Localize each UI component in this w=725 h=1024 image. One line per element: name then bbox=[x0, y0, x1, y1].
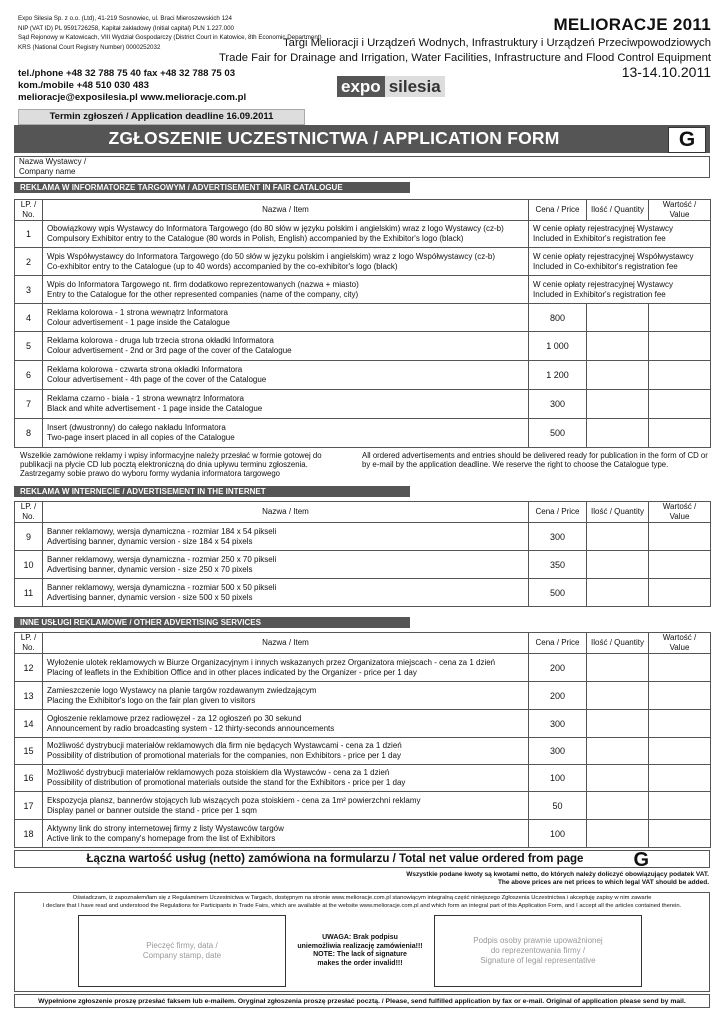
stamp-label-pl: Pieczęć firmy, data / bbox=[146, 941, 218, 950]
row-no: 6 bbox=[15, 361, 43, 390]
row-qty-cell[interactable] bbox=[587, 710, 649, 738]
item-pl: Wpis do Informatora Targowego nt. firm dodatkowo reprezentowanych (nazwa + miasto) bbox=[47, 279, 359, 289]
row-no: 13 bbox=[15, 682, 43, 710]
signature-label-line: Podpis osoby prawnie upoważnionej bbox=[473, 936, 603, 945]
row-no: 16 bbox=[15, 765, 43, 792]
row-qty-cell[interactable] bbox=[587, 332, 649, 361]
row-price: 1 200 bbox=[529, 361, 587, 390]
contact-phone: tel./phone +48 32 788 75 40 fax +48 32 788 75 03 bbox=[18, 68, 236, 79]
row-item bbox=[43, 419, 529, 448]
item-en: Placing of leaflets in the Exhibition Office and in other places indicated by the Organizer - price per 1 day bbox=[47, 667, 417, 677]
catalogue-note-en: All ordered advertisements and entries should be delivered ready for publication in the form of CD or by e-mail by the application deadline. We reserve the right to choose the Catalogue type. bbox=[362, 451, 708, 470]
contact-email-web[interactable]: melioracje@exposilesia.pl www.melioracje.com.pl bbox=[18, 92, 247, 103]
item-pl: Zamieszczenie logo Wystawcy na planie targów rozdawanym zwiedzającym bbox=[47, 685, 317, 695]
row-value-cell[interactable] bbox=[649, 419, 711, 448]
warning-line: NOTE: The lack of signature bbox=[313, 951, 407, 959]
table-row bbox=[15, 361, 711, 390]
row-value-cell[interactable] bbox=[649, 523, 711, 551]
row-price: 50 bbox=[529, 792, 587, 820]
col-qty: Ilość / Quantity bbox=[587, 633, 649, 654]
item-en: Announcement by radio broadcasting system - 12 thirty-seconds announcements bbox=[47, 723, 335, 733]
row-value-cell[interactable] bbox=[649, 551, 711, 579]
table-row bbox=[15, 332, 711, 361]
item-pl: Możliwość dystrybucji materiałów reklamowych poza stoiskiem dla Wystawców - cena za 1 dzień bbox=[47, 768, 390, 777]
footer-instructions: Wypełnione zgłoszenie proszę przesłać faksem lub e-mailem. Oryginał zgłoszenia proszę przesłać pocztą. / Please, send fulfilled application by fax or e-mail. Original of application please send by mail. bbox=[14, 994, 710, 1008]
row-price: 100 bbox=[529, 765, 587, 792]
table-row bbox=[15, 579, 711, 607]
row-item bbox=[43, 820, 529, 848]
company-line: KRS (National Court Registry Number) 0000252032 bbox=[18, 43, 161, 51]
company-line: Sąd Rejonowy w Katowicach, VIII Wydział Gospodarczy (District Court in Katowice, 8th Economic Department) bbox=[18, 34, 322, 42]
row-item bbox=[43, 579, 529, 607]
item-en: Possibility of distribution of promotional materials outside the stand for the Exhibitors - price per 1 day bbox=[47, 778, 406, 787]
company-name-label-en: Company name bbox=[19, 167, 76, 176]
table-row bbox=[15, 523, 711, 551]
row-value-cell[interactable] bbox=[649, 304, 711, 332]
item-pl: Banner reklamowy, wersja dynamiczna - rozmiar 250 x 70 pikseli bbox=[47, 554, 277, 564]
row-value-cell[interactable] bbox=[649, 765, 711, 792]
row-qty-cell[interactable] bbox=[587, 390, 649, 419]
row-no: 5 bbox=[15, 332, 43, 361]
row-item bbox=[43, 332, 529, 361]
catalogue-table bbox=[14, 199, 711, 448]
row-price: 300 bbox=[529, 738, 587, 765]
item-en: Placing the Exhibitor's logo on the fair plan given to visitors bbox=[47, 695, 256, 705]
row-no: 7 bbox=[15, 390, 43, 419]
vat-note-en: The above prices are net prices to which legal VAT should be added. bbox=[497, 879, 709, 886]
row-value-cell[interactable] bbox=[649, 654, 711, 682]
row-value-cell[interactable] bbox=[649, 361, 711, 390]
item-pl: Ogłoszenie reklamowe przez radiowęzeł - za 12 ogłoszeń po 30 sekund bbox=[47, 713, 302, 723]
item-en: Compulsory Exhibitor entry to the Catalogue (80 words in Polish, English) accompanied by the Exhibitor's logo (black) bbox=[47, 234, 464, 243]
row-price: 500 bbox=[529, 579, 587, 607]
row-item bbox=[43, 248, 529, 276]
row-item bbox=[43, 654, 529, 682]
row-qty-cell[interactable] bbox=[587, 654, 649, 682]
item-pl: Ekspozycja plansz, bannerów stojących lub wiszących poza stoiskiem - cena za 1m² powierzchni reklamy bbox=[47, 795, 421, 805]
col-qty: Ilość / Quantity bbox=[587, 200, 649, 221]
fee-pl: W cenie opłaty rejestracyjnej Wystawcy bbox=[533, 279, 673, 289]
col-no: LP. / No. bbox=[15, 502, 43, 523]
total-label: Łączna wartość usług (netto) zamówiona na formularzu / Total net value ordered from page bbox=[86, 853, 584, 865]
col-qty: Ilość / Quantity bbox=[587, 502, 649, 523]
table-row bbox=[15, 738, 711, 765]
item-en: Entry to the Catalogue for the other represented companies (name of the company, city) bbox=[47, 289, 359, 299]
vat-note-pl: Wszystkie podane kwoty są kwotami netto, do których należy doliczyć obowiązujący podatek VAT. bbox=[406, 871, 709, 878]
fee-en: Included in Exhibitor's registration fee bbox=[533, 234, 666, 243]
item-pl: Aktywny link do strony internetowej firmy z listy Wystawców targów bbox=[47, 823, 284, 833]
table-row bbox=[15, 221, 711, 248]
table-row bbox=[15, 792, 711, 820]
item-pl: Wpis Współwystawcy do Informatora Targowego (do 50 słów w języku polskim i angielskim) wraz z logo Współwystawcy (cz-b) bbox=[47, 251, 495, 261]
item-pl: Wyłożenie ulotek reklamowych w Biurze Organizacyjnym i innych wskazanych przez Organizatora miejscach - cena za 1 dzień bbox=[47, 657, 496, 667]
item-en: Colour advertisement - 1 page inside the Catalogue bbox=[47, 317, 230, 327]
warning-line: makes the order invalid!!! bbox=[317, 959, 403, 967]
warning-line: UWAGA: Brak podpisu bbox=[322, 934, 398, 941]
total-value-bar bbox=[14, 849, 710, 871]
company-stamp-field[interactable] bbox=[78, 915, 286, 987]
internet-table bbox=[14, 501, 711, 607]
table-row bbox=[15, 765, 711, 792]
declaration-en: I declare that I have read and understood the Regulations for Participants in Trade Fairs, which are available at the website www.melioracje.com.pl and which form an integral part of this Application Form, and I accept all the articles contained therein. bbox=[42, 902, 682, 909]
company-line: NIP (VAT ID) PL 9591726258, Kapitał zakładowy (Initial capital) PLN 1.227.000 bbox=[18, 24, 234, 32]
item-en: Display panel or banner outside the stand - price per 1 sqm bbox=[47, 805, 257, 815]
row-no: 2 bbox=[15, 248, 43, 276]
catalogue-note-pl: Wszelkie zamówione reklamy i wpisy informacyjne należy przesłać w formie gotowej do publikacji na płycie CD lub pocztą elektroniczną do dnia upływu terminu zgłoszenia. Zastrzegamy sobie prawo do wyboru formy wydania informatora targowego bbox=[20, 451, 322, 479]
item-pl: Reklama kolorowa - czwarta strona okładki Informatora bbox=[47, 365, 243, 374]
item-pl: Reklama kolorowa - druga lub trzecia strona okładki Informatora bbox=[47, 336, 274, 345]
row-no: 4 bbox=[15, 304, 43, 332]
row-no: 15 bbox=[15, 738, 43, 765]
item-en: Advertising banner, dynamic version - size 500 x 50 pixels bbox=[47, 592, 253, 602]
row-qty-cell[interactable] bbox=[587, 682, 649, 710]
row-price: 500 bbox=[529, 419, 587, 448]
item-en: Two-page insert placed in all copies of the Catalogue bbox=[47, 433, 235, 442]
signature-label-line: Signature of legal representative bbox=[480, 956, 596, 965]
form-letter-badge: G bbox=[668, 127, 706, 153]
col-item: Nazwa / Item bbox=[43, 633, 529, 654]
row-price: 200 bbox=[529, 682, 587, 710]
declaration bbox=[14, 895, 710, 910]
table-row bbox=[15, 248, 711, 276]
row-item bbox=[43, 304, 529, 332]
row-value-cell[interactable] bbox=[649, 390, 711, 419]
row-fee-note bbox=[529, 276, 711, 304]
item-en: Advertising banner, dynamic version - size 184 x 54 pixels bbox=[47, 536, 253, 546]
fair-dates: 13-14.10.2011 bbox=[621, 64, 711, 80]
table-row bbox=[15, 710, 711, 738]
row-item bbox=[43, 221, 529, 248]
company-line: Expo Silesia Sp. z o.o. (Ltd), 41-219 Sosnowiec, ul. Braci Mieroszewskich 124 bbox=[18, 15, 232, 22]
row-qty-cell[interactable] bbox=[587, 304, 649, 332]
table-row bbox=[15, 390, 711, 419]
col-value: Wartość / Value bbox=[649, 633, 711, 654]
item-pl: Obowiązkowy wpis Wystawcy do Informatora Targowego (do 80 słów w języku polskim i angielskim) wraz z logo Wystawcy (cz-b) bbox=[47, 224, 504, 233]
stamp-label-en: Company stamp, date bbox=[142, 951, 222, 960]
vat-note bbox=[406, 871, 709, 887]
item-en: Possibility of distribution of promotional materials for the companies, non Exhibitors - price per 1 day bbox=[47, 751, 401, 760]
row-value-cell[interactable] bbox=[649, 579, 711, 607]
signature-label-line: do reprezentowania firmy / bbox=[490, 946, 586, 955]
table-row bbox=[15, 654, 711, 682]
row-qty-cell[interactable] bbox=[587, 551, 649, 579]
item-en: Active link to the company's homepage from the list of Exhibitors bbox=[47, 833, 276, 843]
fair-name-pl: Targi Melioracji i Urządzeń Wodnych, Infrastruktury i Urządzeń Przeciwpowodziowych bbox=[283, 37, 711, 49]
item-pl: Banner reklamowy, wersja dynamiczna - rozmiar 184 x 54 pikseli bbox=[47, 526, 277, 536]
table-header bbox=[15, 633, 711, 654]
fee-en: Included in Exhibitor's registration fee bbox=[533, 289, 666, 299]
row-no: 8 bbox=[15, 419, 43, 448]
fee-pl: W cenie opłaty rejestracyjnej Wystawcy bbox=[533, 224, 673, 233]
item-pl: Możliwość dystrybucji materiałów reklamowych dla firm nie będących Wystawcami - cena za 1 dzień bbox=[47, 741, 402, 750]
row-value-cell[interactable] bbox=[649, 332, 711, 361]
item-pl: Insert (dwustronny) do całego nakładu Informatora bbox=[47, 423, 226, 432]
declaration-pl: Oświadczam, iż zapoznałem/łam się z Regulaminem Uczestnictwa w Targach, dostępnym na stronie www.melioracje.com.pl stanowiącym integralną część niniejszego Zgłoszenia Uczestnictwa i akceptuję zapisy w nim zawarte bbox=[72, 895, 652, 901]
col-price: Cena / Price bbox=[529, 502, 587, 523]
row-qty-cell[interactable] bbox=[587, 419, 649, 448]
logo-silesia-part: silesia bbox=[385, 76, 445, 97]
application-deadline: Termin zgłoszeń / Application deadline 16.09.2011 bbox=[18, 109, 305, 125]
row-price: 200 bbox=[529, 654, 587, 682]
item-en: Colour advertisement - 2nd or 3rd page of the cover of the Catalogue bbox=[47, 346, 292, 355]
row-price: 350 bbox=[529, 551, 587, 579]
col-item: Nazwa / Item bbox=[43, 502, 529, 523]
table-row bbox=[15, 419, 711, 448]
table-header bbox=[15, 200, 711, 221]
logo-expo-part: expo bbox=[337, 76, 385, 97]
row-price: 1 000 bbox=[529, 332, 587, 361]
row-no: 14 bbox=[15, 710, 43, 738]
row-price: 800 bbox=[529, 304, 587, 332]
col-price: Cena / Price bbox=[529, 200, 587, 221]
col-value: Wartość / Value bbox=[649, 502, 711, 523]
contact-mobile: kom./mobile +48 510 030 483 bbox=[18, 80, 149, 91]
company-name-field[interactable] bbox=[14, 156, 710, 178]
item-en: Colour advertisement - 4th page of the cover of the Catalogue bbox=[47, 375, 267, 384]
signature-warning bbox=[290, 934, 430, 968]
row-price: 300 bbox=[529, 523, 587, 551]
signature-field[interactable] bbox=[434, 915, 642, 987]
row-value-cell[interactable] bbox=[649, 682, 711, 710]
form-title: ZGŁOSZENIE UCZESTNICTWA / APPLICATION FORM bbox=[108, 128, 560, 148]
row-item bbox=[43, 523, 529, 551]
item-pl: Reklama kolorowa - 1 strona wewnątrz Informatora bbox=[47, 307, 228, 317]
table-row bbox=[15, 682, 711, 710]
row-item bbox=[43, 276, 529, 304]
row-fee-note bbox=[529, 221, 711, 248]
section-title-internet: REKLAMA W INTERNECIE / ADVERTISEMENT IN THE INTERNET bbox=[14, 486, 410, 497]
company-name-label-pl: Nazwa Wystawcy / bbox=[19, 157, 87, 166]
table-row bbox=[15, 551, 711, 579]
row-no: 17 bbox=[15, 792, 43, 820]
event-title: MELIORACJE 2011 bbox=[553, 15, 711, 34]
row-qty-cell[interactable] bbox=[587, 820, 649, 848]
section-title-other: INNE USŁUGI REKLAMOWE / OTHER ADVERTISING SERVICES bbox=[14, 617, 410, 628]
item-en: Advertising banner, dynamic version - size 250 x 70 pixels bbox=[47, 564, 253, 574]
table-row bbox=[15, 304, 711, 332]
row-price: 100 bbox=[529, 820, 587, 848]
row-item bbox=[43, 682, 529, 710]
row-qty-cell[interactable] bbox=[587, 523, 649, 551]
row-no: 12 bbox=[15, 654, 43, 682]
fee-pl: W cenie opłaty rejestracyjnej Współwystawcy bbox=[533, 251, 694, 261]
contact-info bbox=[18, 68, 246, 104]
row-no: 18 bbox=[15, 820, 43, 848]
row-item bbox=[43, 710, 529, 738]
col-value: Wartość / Value bbox=[649, 200, 711, 221]
row-no: 9 bbox=[15, 523, 43, 551]
table-header bbox=[15, 502, 711, 523]
item-en: Black and white advertisement - 1 page inside the Catalogue bbox=[47, 404, 263, 413]
item-pl: Banner reklamowy, wersja dynamiczna - rozmiar 500 x 50 pikseli bbox=[47, 582, 277, 592]
row-value-cell[interactable] bbox=[649, 738, 711, 765]
row-item bbox=[43, 361, 529, 390]
expo-silesia-logo bbox=[337, 76, 445, 97]
item-pl: Reklama czarno - biała - 1 strona wewnątrz Informatora bbox=[47, 394, 244, 403]
row-item bbox=[43, 551, 529, 579]
fair-name-en: Trade Fair for Drainage and Irrigation, Water Facilities, Infrastructure and Flood Control Equipment bbox=[218, 52, 711, 64]
row-fee-note bbox=[529, 248, 711, 276]
row-qty-cell[interactable] bbox=[587, 765, 649, 792]
row-price: 300 bbox=[529, 390, 587, 419]
row-value-cell[interactable] bbox=[649, 820, 711, 848]
col-item: Nazwa / Item bbox=[43, 200, 529, 221]
row-no: 11 bbox=[15, 579, 43, 607]
row-price: 300 bbox=[529, 710, 587, 738]
row-item bbox=[43, 390, 529, 419]
row-item bbox=[43, 765, 529, 792]
row-qty-cell[interactable] bbox=[587, 579, 649, 607]
table-row bbox=[15, 820, 711, 848]
total-form-letter: G bbox=[633, 849, 649, 871]
form-title-bar bbox=[14, 125, 710, 153]
row-item bbox=[43, 792, 529, 820]
col-no: LP. / No. bbox=[15, 200, 43, 221]
section-title-catalogue: REKLAMA W INFORMATORZE TARGOWYM / ADVERTISEMENT IN FAIR CATALOGUE bbox=[14, 182, 410, 193]
item-en: Co-exhibitor entry to the Catalogue (up to 40 words) accompanied by the co-exhibitor's logo (black) bbox=[47, 261, 398, 271]
table-row bbox=[15, 276, 711, 304]
row-value-cell[interactable] bbox=[649, 710, 711, 738]
row-qty-cell[interactable] bbox=[587, 361, 649, 390]
row-qty-cell[interactable] bbox=[587, 738, 649, 765]
row-item bbox=[43, 738, 529, 765]
row-no: 3 bbox=[15, 276, 43, 304]
row-no: 10 bbox=[15, 551, 43, 579]
row-qty-cell[interactable] bbox=[587, 792, 649, 820]
warning-line: uniemożliwia realizację zamówienia!!! bbox=[297, 942, 423, 950]
row-no: 1 bbox=[15, 221, 43, 248]
company-info bbox=[18, 14, 322, 52]
col-price: Cena / Price bbox=[529, 633, 587, 654]
row-value-cell[interactable] bbox=[649, 792, 711, 820]
other-services-table bbox=[14, 632, 711, 848]
fee-en: Included in Co-exhibitor's registration fee bbox=[533, 261, 678, 271]
col-no: LP. / No. bbox=[15, 633, 43, 654]
